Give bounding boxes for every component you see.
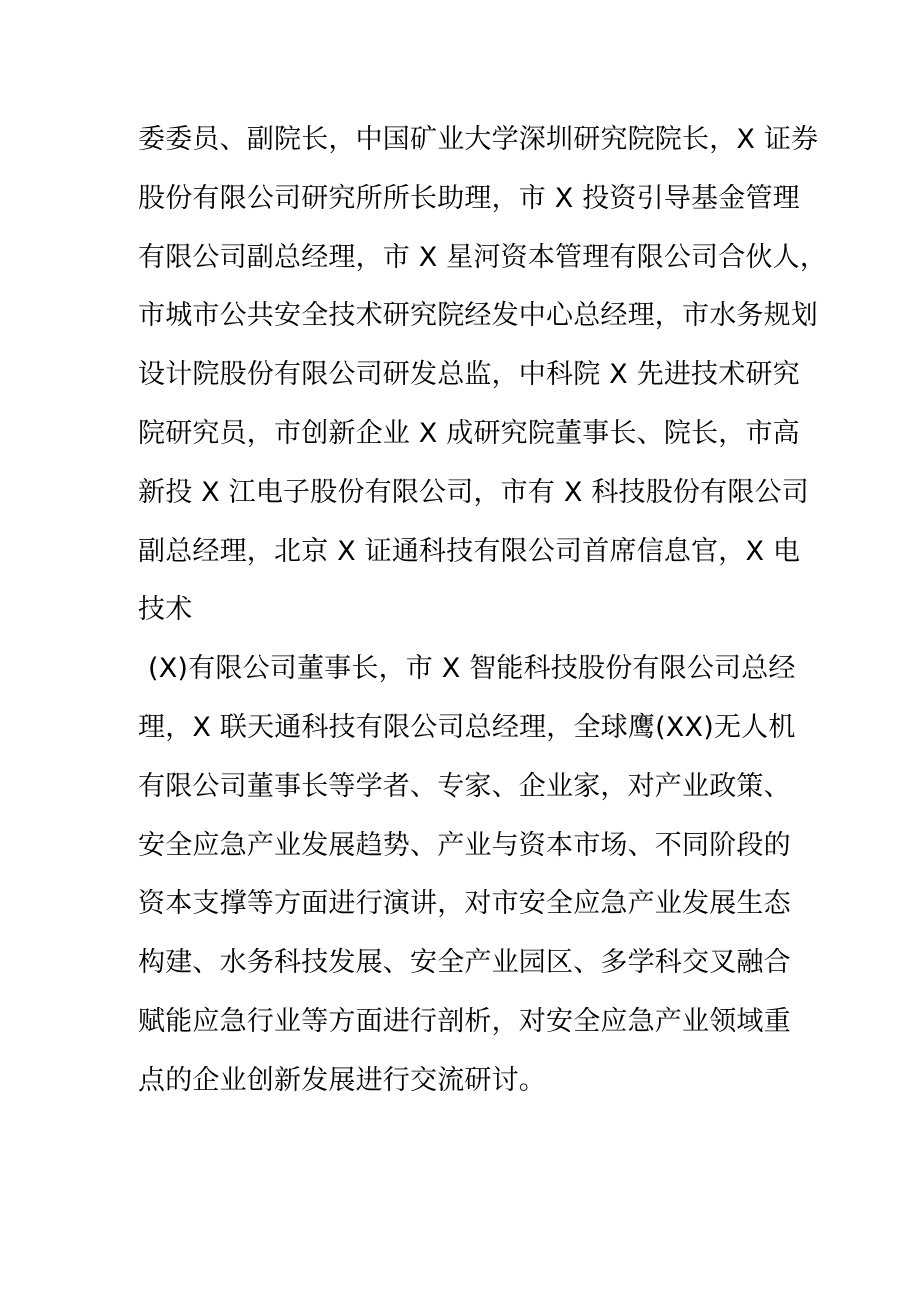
text-line-17: 点的企业创新发展进行交流研讨。: [138, 1064, 546, 1096]
text-line-8: 副总经理，北京 X 证通科技有限公司首席信息官，X 电: [138, 535, 801, 567]
text-line-3: 有限公司副总经理，市 X 星河资本管理有限公司合伙人，: [138, 241, 828, 273]
text-line-15: 构建、水务科技发展、安全产业园区、多学科交叉融合: [138, 947, 791, 979]
text-line-1: 委委员、副院长，中国矿业大学深圳研究院院长，X 证券: [138, 124, 819, 155]
text-line-5: 设计院股份有限公司研发总监，中科院 X 先进技术研究: [138, 359, 800, 391]
text-line-7: 新投 X 江电子股份有限公司，市有 X 科技股份有限公司: [138, 476, 809, 508]
body-paragraph: [138, 111, 828, 1111]
text-line-12: 有限公司董事长等学者、专家、企业家，对产业政策、: [138, 770, 791, 802]
text-line-2: 股份有限公司研究所所长助理，市 X 投资引导基金管理: [138, 182, 800, 214]
text-line-4: 市城市公共安全技术研究院经发中心总经理，市水务规划: [138, 300, 818, 332]
text-line-10: (X)有限公司董事长，市 X 智能科技股份有限公司总经: [148, 653, 796, 685]
text-line-9: 技术: [138, 594, 193, 626]
text-line-13: 安全应急产业发展趋势、产业与资本市场、不同阶段的: [138, 829, 791, 861]
text-line-16: 赋能应急行业等方面进行剖析，对安全应急产业领域重: [138, 1005, 791, 1037]
text-line-6: 院研究员，市创新企业 X 成研究院董事长、院长，市高: [138, 417, 800, 449]
text-line-14: 资本支撑等方面进行演讲，对市安全应急产业发展生态: [138, 888, 791, 920]
text-line-11: 理，X 联天通科技有限公司总经理，全球鹰(XX)无人机: [138, 711, 796, 743]
